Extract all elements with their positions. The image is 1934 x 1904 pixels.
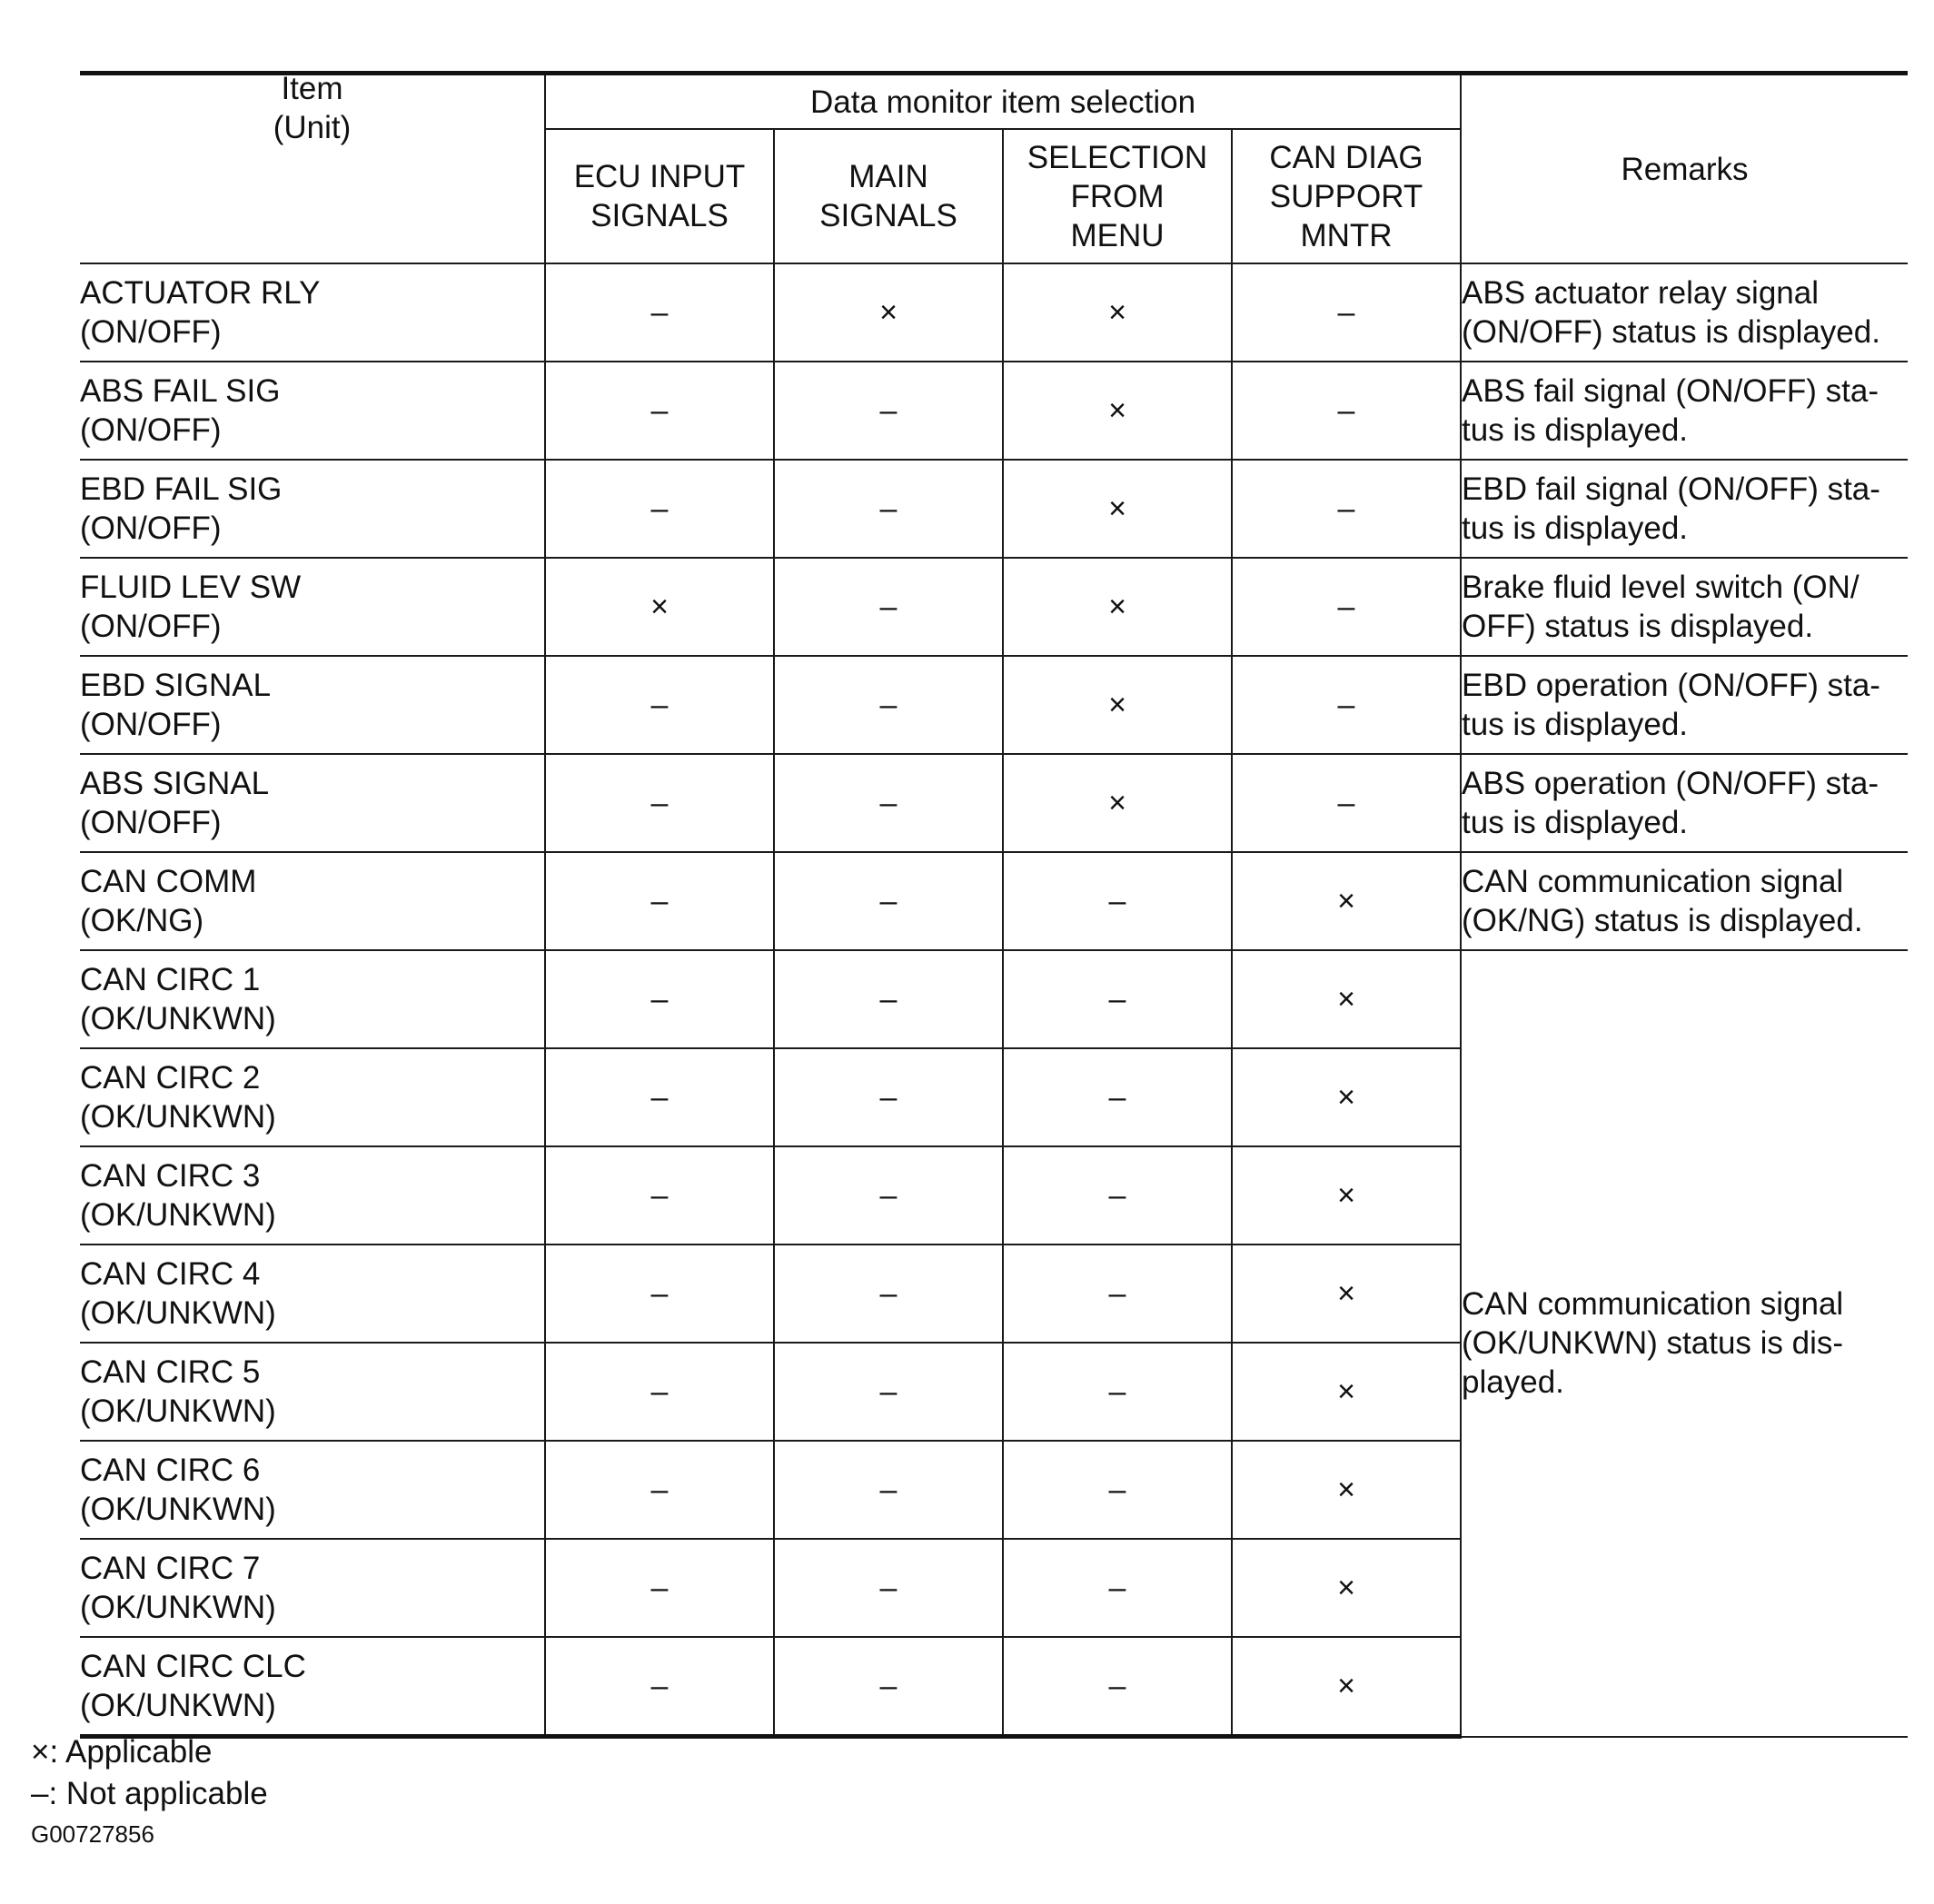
item-unit: (OK/UNKWN) <box>80 1492 276 1527</box>
mark-selection-from-menu: × <box>1003 656 1232 754</box>
mark-ecu-input-signals: – <box>545 263 774 362</box>
mark-ecu-input-signals: – <box>545 362 774 460</box>
item-unit: (ON/OFF) <box>80 314 222 350</box>
item-name: CAN CIRC 5 <box>80 1354 261 1390</box>
mark-can-diag-support-mntr: – <box>1232 656 1461 754</box>
item-unit: (ON/OFF) <box>80 805 222 840</box>
header-row-top <box>80 74 1908 130</box>
mark-selection-from-menu: × <box>1003 754 1232 852</box>
item-cell <box>80 558 545 656</box>
remark-cell <box>1461 362 1908 460</box>
item-header-label: Item <box>281 71 343 106</box>
column-header-main-signals <box>774 129 1003 263</box>
item-unit: (OK/UNKWN) <box>80 1197 276 1233</box>
item-cell <box>80 950 545 1048</box>
mark-main-signals: – <box>774 754 1003 852</box>
applicable-symbol: × <box>31 1734 50 1770</box>
table-row <box>80 656 1908 754</box>
item-cell <box>80 852 545 950</box>
remark-line: OFF) status is displayed. <box>1462 609 1814 644</box>
mark-selection-from-menu: – <box>1003 1146 1232 1245</box>
column-header-can-diag-support-mntr <box>1232 129 1461 263</box>
item-name: CAN CIRC 4 <box>80 1256 261 1292</box>
item-name: CAN CIRC CLC <box>80 1649 306 1684</box>
remark-line: tus is displayed. <box>1462 707 1689 742</box>
item-unit: (OK/UNKWN) <box>80 1099 276 1135</box>
remark-line: tus is displayed. <box>1462 412 1689 448</box>
column-header-line: MAIN <box>848 159 928 194</box>
merged-remark-cell <box>1461 950 1908 1737</box>
mark-ecu-input-signals: – <box>545 1343 774 1441</box>
legend <box>31 1731 268 1815</box>
item-cell <box>80 1441 545 1539</box>
remark-line: (ON/OFF) status is displayed. <box>1462 314 1880 350</box>
mark-main-signals: – <box>774 362 1003 460</box>
remark-line: played. <box>1462 1364 1564 1401</box>
mark-ecu-input-signals: – <box>545 950 774 1048</box>
mark-main-signals: – <box>774 1146 1003 1245</box>
item-unit: (ON/OFF) <box>80 609 222 644</box>
item-unit: (OK/UNKWN) <box>80 1590 276 1625</box>
column-header-line: SELECTION <box>1027 139 1208 175</box>
mark-ecu-input-signals: × <box>545 558 774 656</box>
mark-selection-from-menu: – <box>1003 1343 1232 1441</box>
mark-main-signals: – <box>774 1539 1003 1637</box>
item-name: FLUID LEV SW <box>80 570 302 605</box>
remark-line: tus is displayed. <box>1462 805 1689 840</box>
legend-not-applicable <box>31 1773 268 1815</box>
table-row <box>80 263 1908 362</box>
mark-ecu-input-signals: – <box>545 1441 774 1539</box>
remark-line: CAN communication signal <box>1462 1286 1844 1323</box>
mark-selection-from-menu: – <box>1003 1441 1232 1539</box>
item-unit: (ON/OFF) <box>80 412 222 448</box>
mark-ecu-input-signals: – <box>545 1048 774 1146</box>
item-unit: (OK/UNKWN) <box>80 1393 276 1429</box>
mark-selection-from-menu: – <box>1003 1539 1232 1637</box>
mark-main-signals: × <box>774 263 1003 362</box>
item-column-header <box>80 71 545 264</box>
data-monitor-sheet <box>80 71 1908 1739</box>
table-row <box>80 950 1908 1048</box>
mark-can-diag-support-mntr: × <box>1232 1539 1461 1637</box>
item-unit: (OK/UNKWN) <box>80 1688 276 1723</box>
item-name: CAN CIRC 2 <box>80 1060 261 1096</box>
mark-can-diag-support-mntr: × <box>1232 852 1461 950</box>
remark-line: (OK/NG) status is displayed. <box>1462 903 1863 938</box>
item-cell <box>80 362 545 460</box>
mark-ecu-input-signals: – <box>545 852 774 950</box>
mark-selection-from-menu: – <box>1003 1637 1232 1737</box>
applicable-label: : Applicable <box>49 1734 213 1770</box>
mark-selection-from-menu: × <box>1003 263 1232 362</box>
item-name: CAN CIRC 1 <box>80 962 261 997</box>
remark-line: EBD operation (ON/OFF) sta- <box>1462 668 1880 703</box>
mark-can-diag-support-mntr: – <box>1232 362 1461 460</box>
item-name: CAN CIRC 3 <box>80 1158 261 1194</box>
table-row <box>80 558 1908 656</box>
legend-applicable <box>31 1731 268 1773</box>
data-monitor-group-header: Data monitor item selection <box>545 74 1461 130</box>
figure-id: G00727856 <box>31 1820 154 1848</box>
column-header-line: MENU <box>1070 217 1165 253</box>
unit-header-label: (Unit) <box>273 110 352 145</box>
column-header-line: SIGNALS <box>819 198 957 233</box>
mark-can-diag-support-mntr: – <box>1232 558 1461 656</box>
remark-cell <box>1461 460 1908 558</box>
mark-can-diag-support-mntr: × <box>1232 1146 1461 1245</box>
mark-ecu-input-signals: – <box>545 1539 774 1637</box>
remark-cell <box>1461 852 1908 950</box>
remark-cell <box>1461 263 1908 362</box>
mark-selection-from-menu: × <box>1003 558 1232 656</box>
mark-ecu-input-signals: – <box>545 1245 774 1343</box>
mark-main-signals: – <box>774 1343 1003 1441</box>
mark-main-signals: – <box>774 1637 1003 1737</box>
mark-main-signals: – <box>774 950 1003 1048</box>
item-unit: (ON/OFF) <box>80 511 222 546</box>
item-cell <box>80 1245 545 1343</box>
mark-main-signals: – <box>774 1245 1003 1343</box>
item-cell <box>80 1146 545 1245</box>
remark-cell <box>1461 754 1908 852</box>
item-name: ABS FAIL SIG <box>80 373 281 409</box>
column-header-ecu-input-signals <box>545 129 774 263</box>
mark-main-signals: – <box>774 1441 1003 1539</box>
item-unit: (OK/UNKWN) <box>80 1295 276 1331</box>
mark-can-diag-support-mntr: × <box>1232 1048 1461 1146</box>
remark-line: ABS operation (ON/OFF) sta- <box>1462 766 1879 801</box>
column-header-line: ECU INPUT <box>573 159 746 194</box>
table-row <box>80 362 1908 460</box>
item-cell <box>80 1048 545 1146</box>
mark-ecu-input-signals: – <box>545 460 774 558</box>
table-row <box>80 852 1908 950</box>
mark-can-diag-support-mntr: – <box>1232 754 1461 852</box>
column-header-selection-from-menu <box>1003 129 1232 263</box>
remark-line: ABS fail signal (ON/OFF) sta- <box>1462 373 1879 409</box>
mark-can-diag-support-mntr: × <box>1232 1245 1461 1343</box>
mark-main-signals: – <box>774 656 1003 754</box>
remark-cell <box>1461 558 1908 656</box>
item-name: EBD SIGNAL <box>80 668 272 703</box>
mark-selection-from-menu: – <box>1003 1245 1232 1343</box>
item-cell <box>80 263 545 362</box>
data-monitor-table <box>80 71 1908 1739</box>
mark-can-diag-support-mntr: × <box>1232 1637 1461 1737</box>
column-header-line: SIGNALS <box>590 198 729 233</box>
remark-line: EBD fail signal (ON/OFF) sta- <box>1462 471 1880 507</box>
mark-ecu-input-signals: – <box>545 754 774 852</box>
not-applicable-label: : Not applicable <box>48 1776 268 1811</box>
item-name: CAN CIRC 7 <box>80 1551 261 1586</box>
remarks-column-header: Remarks <box>1461 74 1908 264</box>
mark-can-diag-support-mntr: × <box>1232 1343 1461 1441</box>
column-header-line: MNTR <box>1300 217 1393 253</box>
item-cell <box>80 460 545 558</box>
item-unit: (OK/NG) <box>80 903 204 938</box>
item-cell <box>80 1539 545 1637</box>
mark-can-diag-support-mntr: – <box>1232 460 1461 558</box>
mark-selection-from-menu: × <box>1003 460 1232 558</box>
mark-main-signals: – <box>774 460 1003 558</box>
item-unit: (ON/OFF) <box>80 707 222 742</box>
column-header-line: SUPPORT <box>1269 178 1423 214</box>
item-cell <box>80 754 545 852</box>
remark-line: tus is displayed. <box>1462 511 1689 546</box>
remark-line: CAN communication signal <box>1462 864 1844 899</box>
mark-main-signals: – <box>774 558 1003 656</box>
item-name: ABS SIGNAL <box>80 766 270 801</box>
item-cell <box>80 1637 545 1737</box>
mark-can-diag-support-mntr: × <box>1232 950 1461 1048</box>
mark-selection-from-menu: – <box>1003 1048 1232 1146</box>
remark-line: ABS actuator relay signal <box>1462 275 1819 311</box>
mark-selection-from-menu: × <box>1003 362 1232 460</box>
item-unit: (OK/UNKWN) <box>80 1001 276 1036</box>
mark-ecu-input-signals: – <box>545 656 774 754</box>
mark-main-signals: – <box>774 1048 1003 1146</box>
mark-main-signals: – <box>774 852 1003 950</box>
mark-ecu-input-signals: – <box>545 1637 774 1737</box>
remark-cell <box>1461 656 1908 754</box>
mark-selection-from-menu: – <box>1003 852 1232 950</box>
mark-ecu-input-signals: – <box>545 1146 774 1245</box>
item-cell <box>80 1343 545 1441</box>
item-name: EBD FAIL SIG <box>80 471 283 507</box>
remark-line: Brake fluid level switch (ON/ <box>1462 570 1860 605</box>
table-row <box>80 460 1908 558</box>
mark-can-diag-support-mntr: – <box>1232 263 1461 362</box>
remark-line: (OK/UNKWN) status is dis- <box>1462 1325 1844 1362</box>
item-name: CAN COMM <box>80 864 257 899</box>
item-cell <box>80 656 545 754</box>
column-header-line: CAN DIAG <box>1269 139 1423 175</box>
mark-can-diag-support-mntr: × <box>1232 1441 1461 1539</box>
table-row <box>80 754 1908 852</box>
item-name: CAN CIRC 6 <box>80 1453 261 1488</box>
item-name: ACTUATOR RLY <box>80 275 321 311</box>
mark-selection-from-menu: – <box>1003 950 1232 1048</box>
not-applicable-symbol: – <box>31 1776 49 1811</box>
column-header-line: FROM <box>1070 178 1165 214</box>
